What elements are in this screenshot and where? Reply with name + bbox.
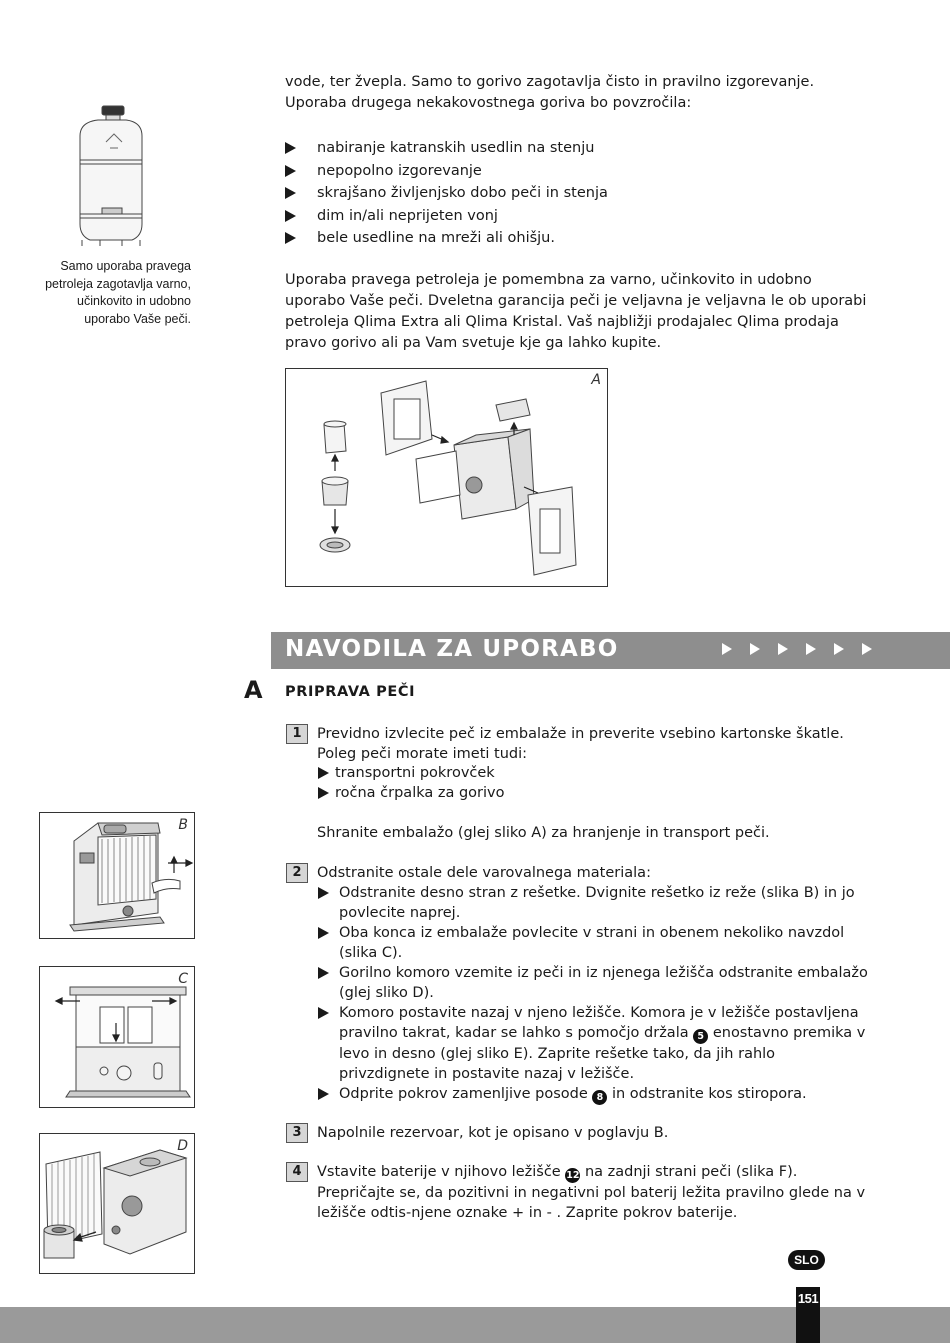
bullet-arrow-icon (285, 142, 296, 154)
figure-label: C (178, 971, 188, 987)
heater-grille-removal-icon (40, 813, 194, 938)
fuel-paragraph: Uporaba pravega petroleja je pomembna za varno, učinkovito in udobno uporabo Vaše peči. Dveletna garancija peči je veljavna je veljavna le ob uporabi petroleja Qlima Extra ali Qlima Kristal. Vaš najbližji prodajalec Qlima prodaja pravo gorivo ali pa Vam svetuje kje ga lahko kupite. (285, 272, 867, 351)
figure-d (39, 1133, 195, 1274)
list-item: Odprite pokrov zamenljive posode 8 in odstranite kos stiropora. (317, 1084, 870, 1105)
page-number: 151 (797, 1291, 819, 1306)
list-item: skrajšano življenjsko dobo peči in stenja (285, 182, 870, 205)
figure-label: A (591, 372, 601, 388)
step-2-text: Odstranite ostale dele varovalnega materiala: (317, 865, 651, 881)
bullet-arrow-icon (318, 967, 329, 979)
list-item: Oba konca iz embalaže povlecite v strani in obenem nekoliko navzdol (slika C). (317, 923, 870, 963)
list-item: Odstranite desno stran z rešetke. Dvignite rešetko iz reže (slika B) in jo povlecite naprej. (317, 883, 870, 923)
bullet-arrow-icon (318, 887, 329, 899)
bullet-arrow-icon (285, 187, 296, 199)
arrow-icon (834, 643, 844, 655)
burner-chamber-removal-icon (40, 1134, 194, 1273)
figure-c (39, 966, 195, 1108)
bullet-arrow-icon (318, 927, 329, 939)
exploded-heater-icon (286, 369, 607, 586)
bullet-arrow-icon (318, 1088, 329, 1100)
intro-paragraph: vode, ter žvepla. Samo to gorivo zagotavlja čisto in pravilno izgorevanje. Uporaba drugega nekakovostnega goriva bo povzročila: (285, 74, 815, 111)
figure-label: D (177, 1138, 188, 1154)
bullet-arrow-icon (285, 165, 296, 177)
list-item: Gorilno komoro vzemite iz peči in iz njenega ležišča odstranite embalažo (glej sliko D). (317, 963, 870, 1003)
arrow-icon (722, 643, 732, 655)
bullet-arrow-icon (318, 1007, 329, 1019)
figure-b (39, 812, 195, 939)
consequence-list (285, 137, 870, 250)
step-4-text: Vstavite baterije v njihovo ležišče 12 na zadnji strani peči (slika F). Prepričajte se, da pozitivni in negativni pol baterij ležita pravilno glede na v ležišče odtis-njene oznake + in - . Zaprite pokrov baterije. (317, 1164, 866, 1221)
part-number-badge: 12 (566, 1170, 580, 1181)
arrow-icon (778, 643, 788, 655)
arrow-icon (862, 643, 872, 655)
arrow-icon (750, 643, 760, 655)
figure-a (285, 368, 608, 587)
part-number-badge: 8 (592, 1090, 607, 1105)
canister-caption: Samo uporaba pravega petroleja zagotavlja varno, učinkovito in udobno uporabo Vaše peči. (45, 259, 191, 326)
bullet-arrow-icon (285, 232, 296, 244)
bullet-arrow-icon (318, 787, 329, 799)
step-number: 4 (286, 1162, 308, 1182)
step-3-text: Napolnile rezervoar, kot je opisano v poglavju B. (317, 1125, 669, 1141)
list-item: Komoro postavite nazaj v njeno ležišče. Komora je v ležišče postavljena pravilno takrat, kadar se lahko s pomočjo držala 5 enostavno premika v levo in desno (glej sliko E). Zaprite rešetke tako, da jih rahlo privzdignete in postavite nazaj v ležišče. (317, 1003, 870, 1084)
list-item: dim in/ali neprijeten vonj (285, 205, 870, 228)
subheading: PRIPRAVA PEČI (285, 684, 416, 700)
section-title: NAVODILA ZA UPORABO (285, 636, 619, 662)
list-item: nabiranje katranskih usedlin na stenju (285, 137, 870, 160)
figure-label: B (178, 817, 188, 833)
section-letter: A (244, 676, 263, 704)
step-2-list (317, 883, 870, 1105)
list-item: transportni pokrovček (317, 763, 870, 783)
part-number-badge: 5 (693, 1029, 708, 1044)
canister-icon (70, 104, 152, 250)
list-item: bele usedline na mreži ali ohišju. (285, 227, 870, 250)
step-1-text: Previdno izvlecite peč iz embalaže in preverite vsebino kartonske škatle. Poleg peči morate imeti tudi: (317, 726, 844, 762)
packaging-removal-icon (40, 967, 194, 1107)
fuel-canister-illustration (70, 104, 152, 250)
step-1-list (317, 763, 870, 803)
language-badge: SLO (788, 1250, 825, 1270)
bullet-arrow-icon (285, 210, 296, 222)
arrow-icon (806, 643, 816, 655)
step-number: 1 (286, 724, 308, 744)
step-1-note: Shranite embalažo (glej sliko A) za hranjenje in transport peči. (317, 825, 770, 841)
step-number: 3 (286, 1123, 308, 1143)
list-item: nepopolno izgorevanje (285, 160, 870, 183)
bullet-arrow-icon (318, 767, 329, 779)
section-arrow-row (722, 643, 872, 655)
list-item: ročna črpalka za gorivo (317, 783, 870, 803)
step-number: 2 (286, 863, 308, 883)
